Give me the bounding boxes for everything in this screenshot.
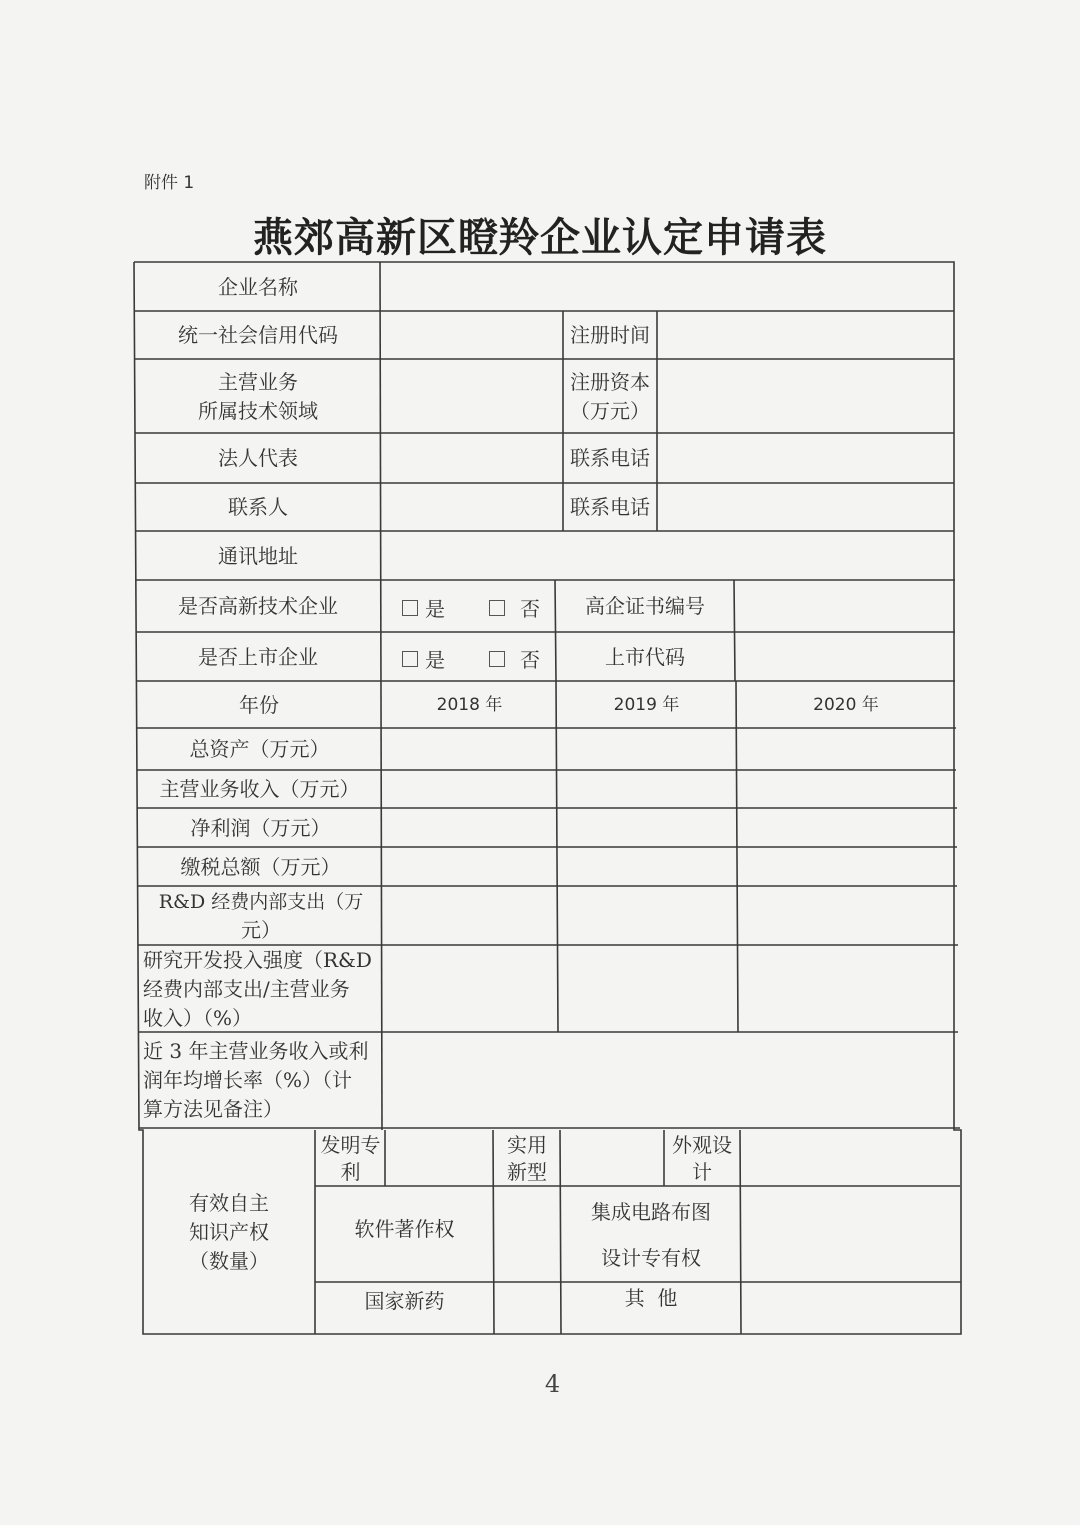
year-2019: 2019 年 — [613, 694, 680, 715]
checkbox-yes-label: 是 — [425, 597, 445, 621]
label-stock-code: 上市代码 — [605, 644, 685, 669]
field-utility-model[interactable] — [562, 1131, 663, 1185]
field-stock-code[interactable] — [736, 633, 952, 680]
label-growth-rate-line1: 近 3 年主营业务收入或利 — [143, 1039, 369, 1063]
field-invention-patent[interactable] — [386, 1131, 492, 1185]
label-rd-expense-line2: 元） — [241, 918, 281, 942]
label-reg-time: 注册时间 — [570, 323, 650, 347]
label-legal-rep: 法人代表 — [218, 446, 298, 470]
field-growth-rate[interactable] — [384, 1033, 958, 1127]
checkbox-no-label: 否 — [520, 597, 540, 621]
label-is-listed: 是否上市企业 — [198, 644, 318, 669]
field-contact-phone[interactable] — [658, 484, 952, 530]
field-legal-rep[interactable] — [382, 434, 562, 482]
checkbox-hightech-no[interactable] — [489, 593, 540, 622]
label-national-drug: 国家新药 — [364, 1288, 445, 1313]
field-reg-capital[interactable] — [658, 360, 952, 432]
label-invention-patent — [316, 1131, 385, 1186]
checkbox-icon — [402, 651, 418, 667]
field-other[interactable] — [742, 1283, 960, 1333]
label-rd-intensity — [139, 946, 383, 1032]
label-tax: 缴税总额（万元） — [180, 854, 341, 879]
field-legal-rep-phone[interactable] — [658, 434, 952, 482]
label-utility-line2: 新型 — [507, 1159, 547, 1184]
page-number: 4 — [544, 1370, 561, 1398]
field-hightech-cert[interactable] — [736, 581, 952, 631]
label-invention-line2: 利 — [340, 1159, 361, 1184]
field-ic-layout[interactable] — [742, 1187, 960, 1281]
label-net-profit: 净利润（万元） — [190, 815, 331, 840]
label-rd-intensity-line3: 收入）（%） — [143, 1005, 253, 1030]
checkbox-listed-yes[interactable] — [402, 644, 445, 673]
label-growth-rate-line2: 润年均增长率（%）（计 — [143, 1068, 353, 1092]
label-ic-line1: 集成电路布图 — [591, 1199, 711, 1224]
label-is-hightech: 是否高新技术企业 — [178, 594, 338, 618]
year-2018: 2018 年 — [436, 694, 503, 715]
field-address[interactable] — [382, 532, 952, 579]
label-growth-rate-line3: 算方法见备注） — [143, 1097, 283, 1121]
label-ip — [144, 1131, 314, 1333]
field-main-business[interactable] — [382, 360, 562, 432]
label-rd-expense-line1: R&D 经费内部支出（万 — [158, 891, 364, 913]
checkbox-icon — [402, 600, 418, 616]
label-other: 其 他 — [624, 1285, 678, 1310]
label-main-business — [136, 360, 380, 433]
form-title: 燕郊高新区瞪羚企业认定申请表 — [253, 215, 827, 261]
label-rd-intensity-line2: 经费内部支出/主营业务 — [143, 976, 350, 1001]
field-software-copyright[interactable] — [495, 1187, 559, 1281]
label-growth-rate — [139, 1033, 385, 1128]
label-hightech-cert: 高企证书编号 — [585, 594, 705, 618]
field-company-name[interactable] — [382, 263, 952, 310]
checkbox-no-label: 否 — [520, 648, 540, 672]
label-legal-rep-phone: 联系电话 — [570, 446, 650, 470]
label-invention-line1: 发明专 — [320, 1132, 381, 1157]
label-contact-phone: 联系电话 — [570, 495, 650, 519]
label-reg-capital-line1: 注册资本 — [570, 369, 650, 394]
label-reg-capital-line2: （万元） — [570, 398, 650, 423]
field-national-drug[interactable] — [495, 1283, 559, 1333]
label-contact: 联系人 — [228, 495, 288, 519]
checkbox-icon — [489, 651, 505, 667]
label-utility-line1: 实用 — [507, 1132, 547, 1157]
label-ip-line1: 有效自主 — [189, 1190, 269, 1215]
label-main-business-line1: 主营业务 — [218, 369, 298, 394]
annex-label: 附件 1 — [144, 173, 195, 193]
label-design-line2: 计 — [692, 1159, 712, 1184]
label-design-line1: 外观设 — [672, 1132, 732, 1157]
label-ip-line2: 知识产权 — [189, 1219, 269, 1244]
label-ic-line2: 设计专有权 — [601, 1245, 701, 1270]
label-ic-layout — [562, 1187, 740, 1282]
checkbox-hightech-yes[interactable] — [402, 593, 445, 622]
label-credit-code: 统一社会信用代码 — [178, 323, 338, 347]
label-rd-expense — [139, 887, 383, 945]
year-2020: 2020 年 — [813, 694, 879, 715]
field-credit-code[interactable] — [382, 312, 562, 358]
label-design-patent — [664, 1131, 740, 1186]
label-main-business-line2: 所属技术领域 — [198, 398, 318, 423]
checkbox-listed-no[interactable] — [489, 644, 540, 673]
label-rd-intensity-line1: 研究开发投入强度（R&D — [143, 947, 372, 972]
field-design-patent[interactable] — [742, 1131, 959, 1185]
label-reg-capital — [564, 360, 656, 433]
field-reg-time[interactable] — [658, 312, 952, 358]
label-company-name: 企业名称 — [218, 274, 298, 299]
label-software-copyright: 软件著作权 — [354, 1216, 455, 1241]
label-ip-line3: （数量） — [189, 1248, 269, 1273]
label-utility-model — [494, 1131, 560, 1186]
checkbox-icon — [489, 600, 505, 616]
label-year: 年份 — [239, 692, 279, 717]
label-total-assets: 总资产（万元） — [189, 737, 330, 761]
checkbox-yes-label: 是 — [425, 648, 445, 672]
field-contact[interactable] — [382, 484, 562, 530]
label-main-revenue: 主营业务收入（万元） — [159, 777, 360, 801]
label-address: 通讯地址 — [218, 543, 298, 568]
